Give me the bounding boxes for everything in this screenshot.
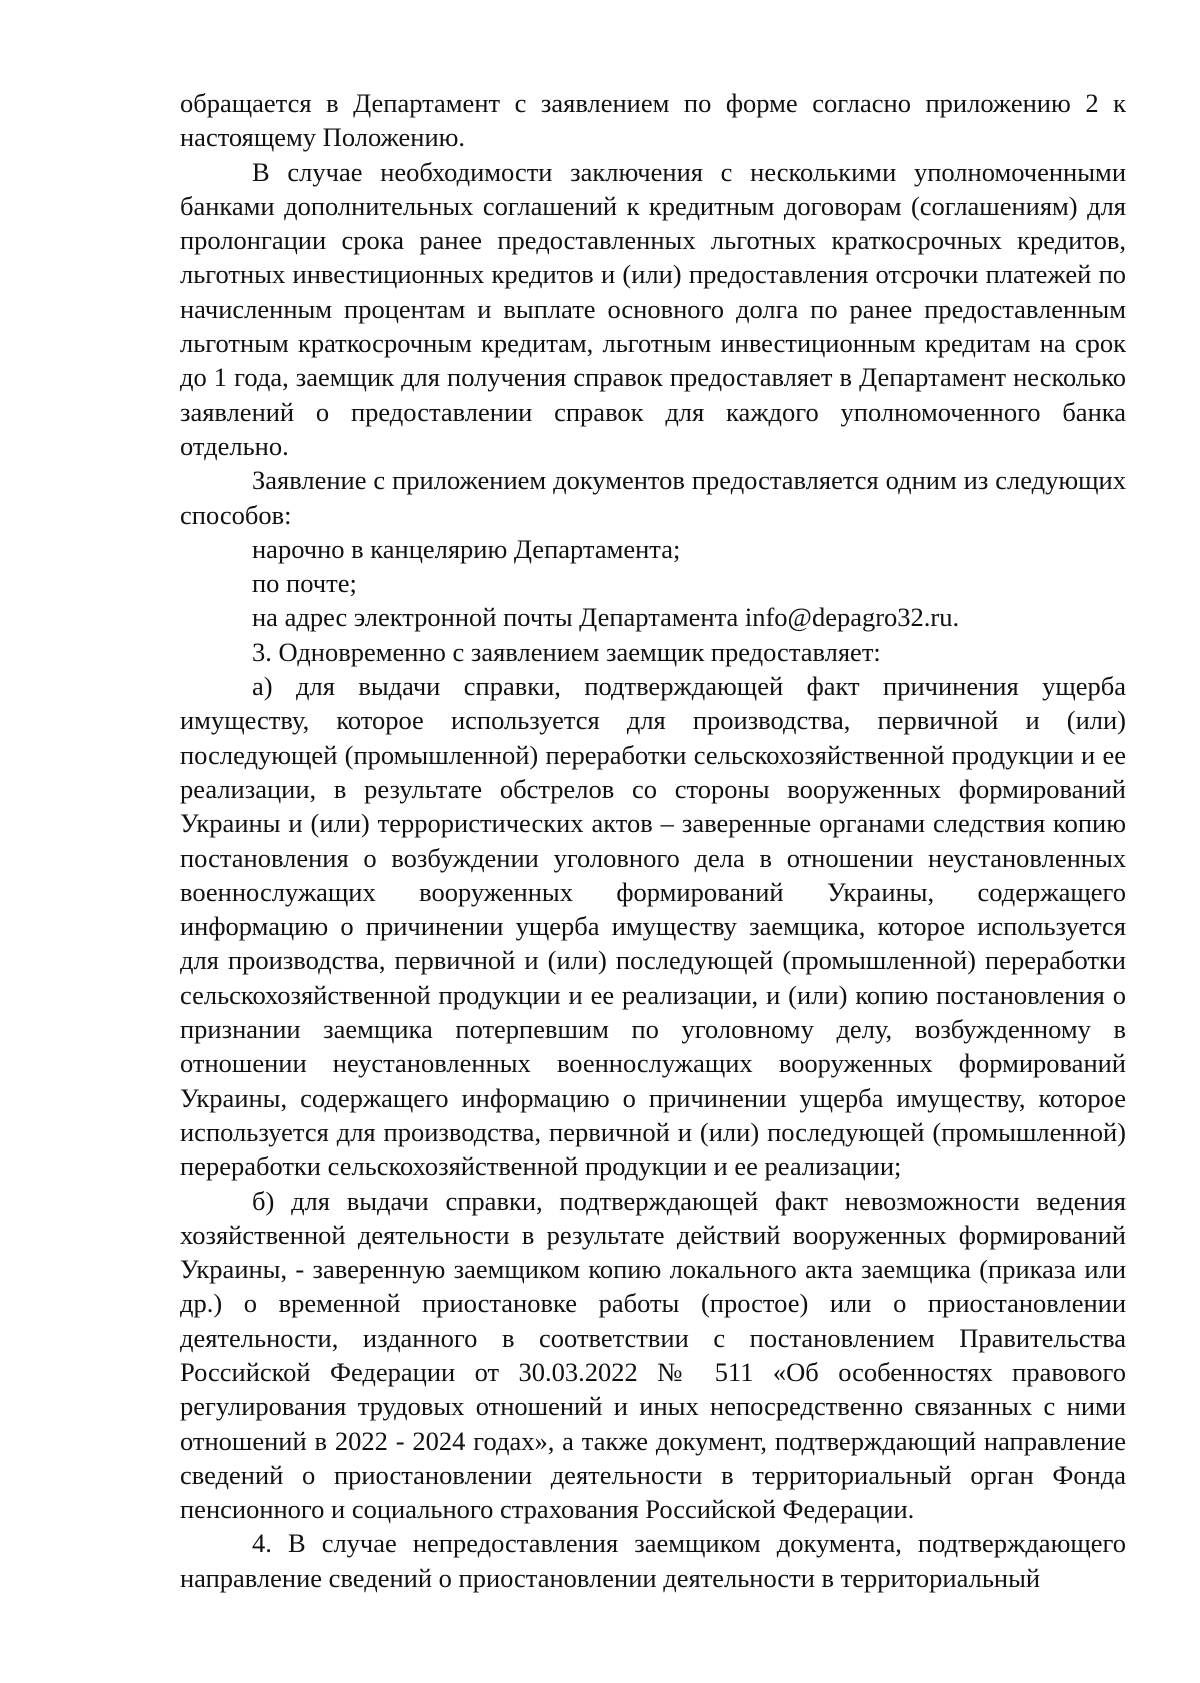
paragraph-item-3: 3. Одновременно с заявлением заемщик предоставляет:	[252, 636, 881, 667]
paragraph-subitem-a: а) для выдачи справки, подтверждающей факт причинения ущерба имуществу, которое используется для производства, первичной и (или) последующей (промышленной) переработки сельскохозяйственной продукции и ее реализации, в результате обстрелов со стороны вооруженных формирований Украины и (или) террористических актов – заверенные органами следствия копию постановления о возбуждении уголовного дела в отношении неустановленных военнослужащих вооруженных формирований Украины, содержащего информацию о причинении ущерба имуществу заемщика, которое используется для производства, первичной и (или) последующей (промышленной) переработки сельскохозяйственной продукции и ее реализации, и (или) копию постановления о признании заемщика потерпевшим по уголовному делу, возбужденному в отношении неустановленных военнослужащих вооруженных формирований Украины, содержащего информацию о причинении ущерба имуществу, которое используется для производства, первичной и (или) последующей (промышленной) переработки сельскохозяйственной продукции и ее реализации;	[180, 671, 1126, 1182]
list-item-post: по почте;	[252, 568, 357, 599]
list-item-email: на адрес электронной почты Департамента info@depagro32.ru.	[252, 602, 960, 633]
document-body	[180, 86, 1126, 1595]
paragraph-application-form: обращается в Департамент с заявлением по форме согласно приложению 2 к настоящему Положению.	[180, 88, 1126, 153]
paragraph-multiple-banks: В случае необходимости заключения с несколькими уполномоченными банками дополнительных соглашений к кредитным договорам (соглашениям) для пролонгации срока ранее предоставленных льготных краткосрочных кредитов, льготных инвестиционных кредитов и (или) предоставления отсрочки платежей по начисленным процентам и выплате основного долга по ранее предоставленным льготным краткосрочным кредитам, льготным инвестиционным кредитам на срок до 1 года, заемщик для получения справок предоставляет в Департамент несколько заявлений о предоставлении справок для каждого уполномоченного банка отдельно.	[180, 156, 1126, 461]
paragraph-subitem-b: б) для выдачи справки, подтверждающей факт невозможности ведения хозяйственной деятельности в результате действий вооруженных формирований Украины, - заверенную заемщиком копию локального акта заемщика (приказа или др.) о временной приостановке работы (простое) или о приостановлении деятельности, изданного в соответствии с постановлением Правительства Российской Федерации от 30.03.2022 № 511 «Об особенностях правового регулирования трудовых отношений и иных непосредственно связанных с ними отношений в 2022 - 2024 годах», а также документ, подтверждающий направление сведений о приостановлении деятельности в территориальный орган Фонда пенсионного и социального страхования Российской Федерации.	[180, 1185, 1126, 1525]
list-item-office: нарочно в канцелярию Департамента;	[252, 533, 681, 564]
paragraph-item-4: 4. В случае непредоставления заемщиком документа, подтверждающего направление сведений о приостановлении деятельности в территориальный	[180, 1528, 1126, 1593]
paragraph-submission-methods: Заявление с приложением документов предоставляется одним из следующих способов:	[180, 465, 1126, 530]
